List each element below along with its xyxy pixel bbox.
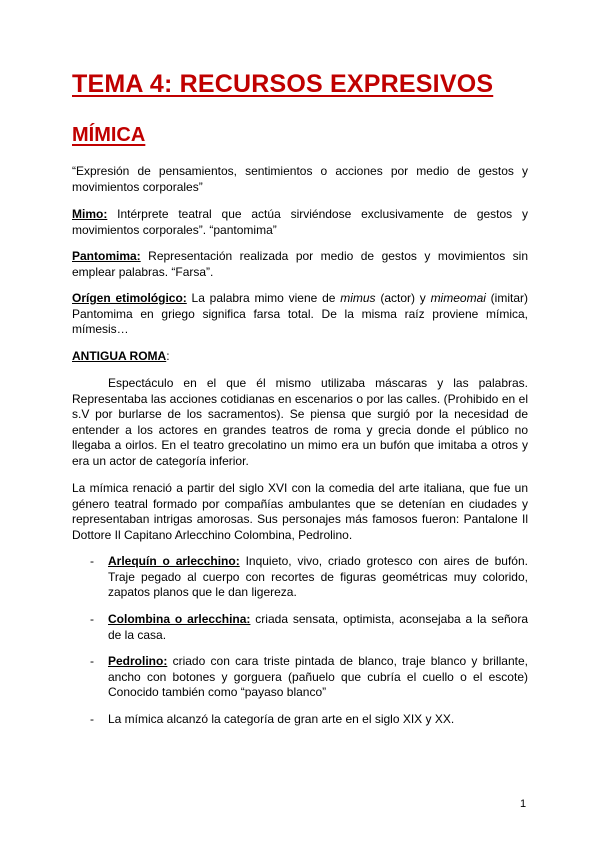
pantomima-definition [72,249,528,280]
list-item [92,612,528,643]
renacio-paragraph: La mímica renació a partir del siglo XVI con la comedia del arte italiana, que fue un género teatral formado por compañías ambulantes que se detenían en ciudades y representaban intrigas amorosas. Sus personajes más famosos fueron: Pantalone Il Dottore Il Capitano Arlecchino Colombina, Pedrolino. [72,481,528,542]
origen-text-1: La palabra mimo viene de [186,291,341,305]
list-item [92,554,528,601]
arlequin-term: Arlequín o arlecchino: [108,554,240,568]
roma-heading [72,349,528,365]
origen-term: Orígen etimológico: [72,291,187,305]
section-heading: MÍMICA [72,124,146,146]
pantomima-text: Representación realizada por medio de gestos y movimientos sin emplear palabras. “Farsa”. [72,249,528,279]
list-dash: - [90,554,94,568]
pedrolino-text: criado con cara triste pintada de blanco, traje blanco y brillante, ancho con botones y gorguera (pañuelo que cubría el cuello o el escote) Conocido también como “payaso blanco” [108,654,528,699]
origen-italic-mimus: mimus [340,291,376,305]
pedrolino-term: Pedrolino: [108,654,168,668]
roma-term: ANTIGUA ROMA [72,349,167,363]
list-dash: - [90,612,94,626]
pantomima-term: Pantomima: [72,249,141,263]
mimo-term: Mimo: [72,207,108,221]
gran-arte-text: La mímica alcanzó la categoría de gran arte en el siglo XIX y XX. [108,712,455,726]
origen-text-3: (imitar) Pantomima en griego significa farsa total. De la misma raíz proviene mímica, mímesis… [72,291,529,336]
roma-paragraph: Espectáculo en el que él mismo utilizaba máscaras y las palabras. Representaba las acciones cotidianas en escenarios o por las calles. (Prohibido en el s.V por burlarse de los sacramentos). Se piensa que surgió por la necesidad de entender a los actores en grandes teatros de roma y grecia donde el público no llegaba a oirlos. En el teatro grecolatino un mimo era un bufón que imitaba a otros y era un actor de categoría inferior. [72,376,528,468]
page-title: TEMA 4: RECURSOS EXPRESIVOS [72,70,494,98]
origen-italic-mimeomai: mimeomai [430,291,486,305]
colombina-term: Colombina o arlecchina: [108,612,251,626]
mimo-text: Intérprete teatral que actúa sirviéndose exclusivamente de gestos y movimientos corporales”. “pantomima” [72,207,528,237]
roma-colon: : [166,349,170,363]
page-number: 1 [520,798,527,810]
list-dash: - [90,654,94,668]
origen-text-2: (actor) y [375,291,431,305]
list-item [92,712,528,728]
arlequin-text: Inquieto, vivo, criado grotesco con aires de bufón. Traje pegado al cuerpo con recortes de figuras geométricas muy colorido, zapatos planos que le dan ligereza. [108,554,528,599]
origen-paragraph [72,291,528,338]
list-item [92,654,528,701]
list-dash: - [90,712,94,726]
colombina-text: criada sensata, optimista, aconsejaba a la señora de la casa. [108,612,529,642]
intro-paragraph: “Expresión de pensamientos, sentimientos o acciones por medio de gestos y movimientos corporales” [72,164,528,194]
mimo-definition [72,207,528,238]
